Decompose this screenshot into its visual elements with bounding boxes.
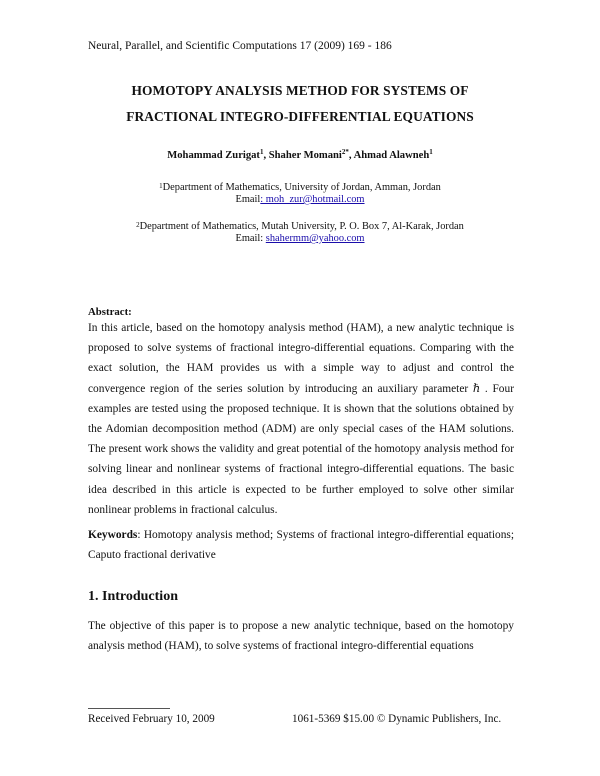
publisher-info: 1061-5369 $15.00 © Dynamic Publishers, Inc. xyxy=(292,713,502,725)
author-affiliation-mark: 1 xyxy=(429,148,433,156)
keywords-label: Keywords xyxy=(88,529,138,541)
footnote-divider xyxy=(88,708,170,709)
affiliation-text: Department of Mathematics, University of Jordan, Amman, Jordan xyxy=(162,182,441,193)
affiliation-text: Department of Mathematics, Mutah University, P. O. Box 7, Al-Karak, Jordan xyxy=(139,221,464,232)
journal-header: Neural, Parallel, and Scientific Computations 17 (2009) 169 - 186 xyxy=(88,40,392,52)
introduction-text: The objective of this paper is to propose a new analytic technique, based on the homotopy analysis method (HAM), to solve systems of fractional integro-differential equations xyxy=(88,620,514,653)
author-affiliation-mark: 1 xyxy=(259,148,264,156)
affiliation-mark: 1 xyxy=(159,182,163,190)
author-name: Shaher Momani xyxy=(268,150,342,161)
section-heading-introduction: 1. Introduction xyxy=(88,589,178,604)
author-separator: , xyxy=(348,150,354,161)
affiliation-2 xyxy=(0,221,600,245)
email-link[interactable]: shahermm@yahoo.com xyxy=(265,233,365,244)
author-name: Ahmad Alawneh xyxy=(353,150,430,161)
abstract-text: In this article, based on the homotopy analysis method (HAM), a new analytic technique is proposed to solve systems of fractional integro-differential equations. Comparing with the exact solution, the HAM provides us with a simple way to adjust and control the convergence region of the series solution by introducing an auxiliary parameter ℏ . Four examples are tested using the proposed technique. It is shown that the solutions obtained by the Adomian decomposition method (ADM) are only special cases of the HAM solutions. The present work shows the validity and great potential of the homotopy analysis method for solving linear and nonlinear systems of fractional integro-differential equations. The basic idea described in this article is expected to be further employed to solve other similar nonlinear problems in fractional calculus. xyxy=(88,322,514,516)
affiliation-1 xyxy=(0,182,600,206)
paper-title-line-2: FRACTIONAL INTEGRO-DIFFERENTIAL EQUATIONS xyxy=(126,109,474,124)
author-separator: , xyxy=(263,150,269,161)
affiliation-mark: 2 xyxy=(136,221,140,229)
received-date: Received February 10, 2009 xyxy=(88,713,215,725)
author-list xyxy=(0,150,600,161)
author-affiliation-mark: 2* xyxy=(341,148,349,156)
keywords xyxy=(88,525,514,565)
keywords-text: : Homotopy analysis method; Systems of fractional integro-differential equations; Caputo fractional derivative xyxy=(88,529,514,562)
email-label: Email xyxy=(235,194,261,205)
paper-title-line-1: HOMOTOPY ANALYSIS METHOD FOR SYSTEMS OF xyxy=(131,83,469,98)
author-name: Mohammad Zurigat xyxy=(167,150,260,161)
email-label: Email: xyxy=(235,233,266,244)
abstract-heading: Abstract: xyxy=(88,306,132,318)
email-link[interactable]: : moh_zur@hotmail.com xyxy=(260,194,365,205)
